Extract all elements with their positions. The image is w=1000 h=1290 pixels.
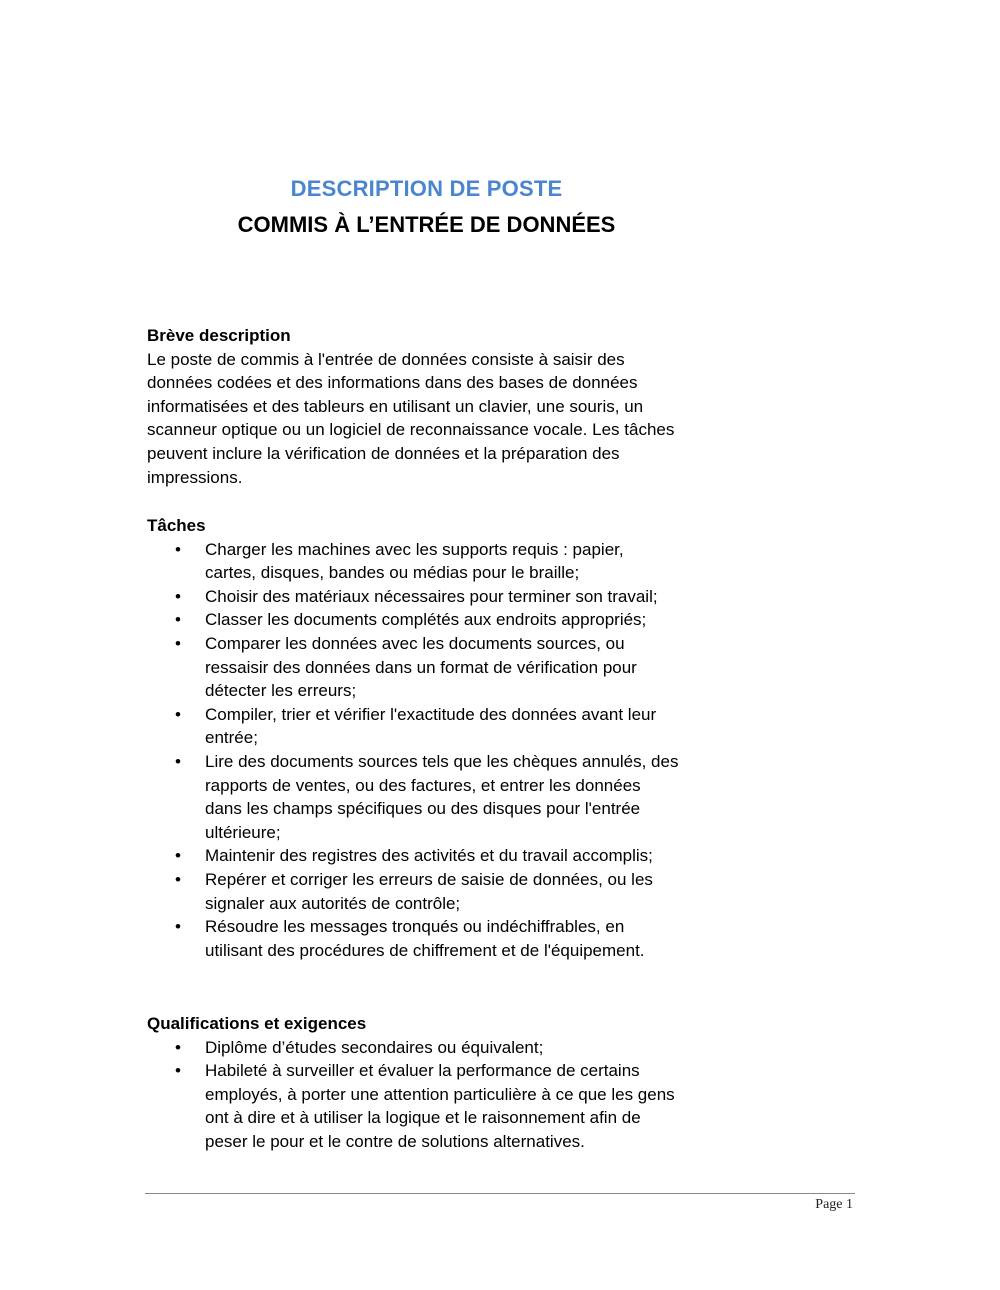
section-heading: Qualifications et exigences <box>147 1014 367 1033</box>
document-title: DESCRIPTION DE POSTE <box>290 176 563 201</box>
bullet-icon: • <box>175 846 181 866</box>
bullet-icon: • <box>175 704 181 724</box>
text-line: informatisées et des tableurs en utilisant un clavier, une souris, un <box>147 396 644 416</box>
page-number: Page 1 <box>815 1197 853 1212</box>
list-item <box>147 538 727 585</box>
text-line: impressions. <box>147 467 243 487</box>
text-line: cartes, disques, bandes ou médias pour le braille; <box>205 563 580 583</box>
bullet-icon: • <box>175 869 181 889</box>
bullet-icon: • <box>175 751 181 771</box>
text-line: Classer les documents complétés aux endroits appropriés; <box>205 610 647 630</box>
text-line: dans les champs spécifiques ou des disques pour l'entrée <box>205 799 641 819</box>
text-line: Charger les machines avec les supports requis : papier, <box>205 539 624 559</box>
tasks-list <box>147 538 727 963</box>
text-line: ultérieure; <box>205 822 281 842</box>
description-paragraph <box>147 348 727 490</box>
bullet-icon: • <box>175 1061 181 1081</box>
text-line: Compiler, trier et vérifier l'exactitude des données avant leur <box>205 704 657 724</box>
text-line: scanneur optique ou un logiciel de reconnaissance vocale. Les tâches <box>147 420 675 440</box>
text-line: employés, à porter une attention particulière à ce que les gens <box>205 1084 675 1104</box>
text-line: ressaisir des données dans un format de vérification pour <box>205 657 637 677</box>
text-line: ont à dire et à utiliser la logique et le raisonnement afin de <box>205 1108 641 1128</box>
section-heading: Brève description <box>147 326 291 345</box>
bullet-icon: • <box>175 586 181 606</box>
text-line: Maintenir des registres des activités et du travail accomplis; <box>205 846 653 866</box>
list-item <box>147 1036 727 1060</box>
text-line: Le poste de commis à l'entrée de données consiste à saisir des <box>147 349 625 369</box>
list-item <box>147 915 727 962</box>
text-line: Repérer et corriger les erreurs de saisie de données, ou les <box>205 869 653 889</box>
section-qualifications <box>147 1012 727 1154</box>
text-line: peuvent inclure la vérification de données et la préparation des <box>147 443 620 463</box>
bullet-icon: • <box>175 610 181 630</box>
text-line: signaler aux autorités de contrôle; <box>205 893 461 913</box>
list-item <box>147 844 727 868</box>
text-line: peser le pour et le contre de solutions alternatives. <box>205 1131 585 1151</box>
list-item <box>147 868 727 915</box>
text-line: Comparer les données avec les documents sources, ou <box>205 633 625 653</box>
text-line: Habileté à surveiller et évaluer la performance de certains <box>205 1061 640 1081</box>
text-line: Lire des documents sources tels que les chèques annulés, des <box>205 751 679 771</box>
list-item <box>147 632 727 703</box>
section-description <box>147 324 727 489</box>
text-line: utilisant des procédures de chiffrement et de l'équipement. <box>205 940 645 960</box>
bullet-icon: • <box>175 539 181 559</box>
bullet-icon: • <box>175 917 181 937</box>
bullet-icon: • <box>175 1037 181 1057</box>
text-line: données codées et des informations dans des bases de données <box>147 373 638 393</box>
list-item <box>147 1059 727 1153</box>
section-tasks <box>147 514 727 962</box>
text-line: Résoudre les messages tronqués ou indéchiffrables, en <box>205 917 625 937</box>
qualifications-list <box>147 1036 727 1154</box>
text-line: entrée; <box>205 728 258 748</box>
list-item <box>147 750 727 844</box>
bullet-icon: • <box>175 633 181 653</box>
list-item <box>147 703 727 750</box>
list-item <box>147 585 727 609</box>
section-heading: Tâches <box>147 516 206 535</box>
text-line: Choisir des matériaux nécessaires pour terminer son travail; <box>205 586 658 606</box>
text-line: rapports de ventes, ou des factures, et entrer les données <box>205 775 641 795</box>
text-line: détecter les erreurs; <box>205 681 357 701</box>
footer-divider <box>145 1193 855 1194</box>
document-subtitle: COMMIS À L’ENTRÉE DE DONNÉES <box>237 212 616 237</box>
text-line: Diplôme d’études secondaires ou équivalent; <box>205 1037 544 1057</box>
list-item <box>147 608 727 632</box>
